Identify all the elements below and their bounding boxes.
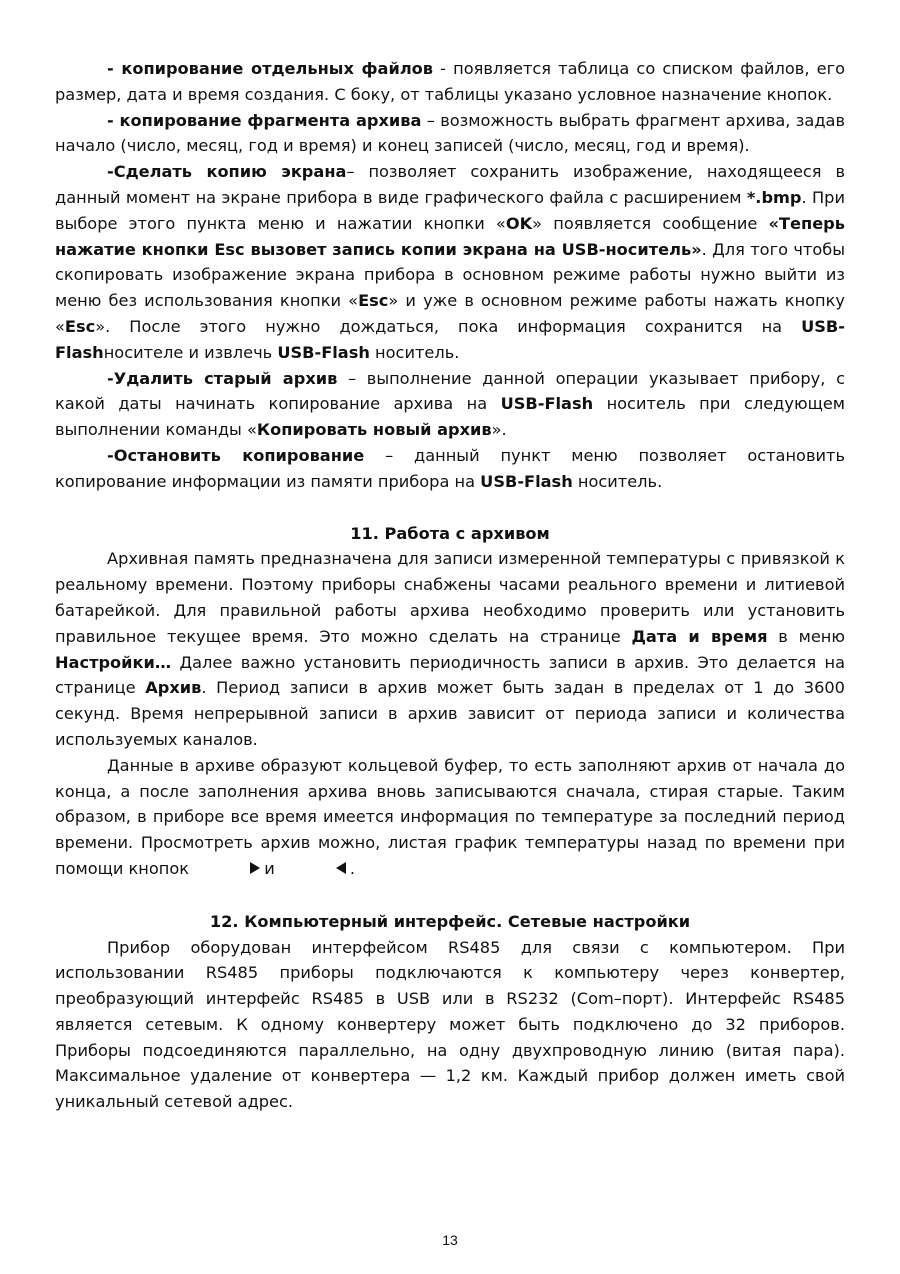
section-heading-interface: 12. Компьютерный интерфейс. Сетевые настройки [209, 911, 691, 931]
triangle-left-icon [283, 857, 347, 883]
triangle-right-icon [197, 857, 261, 883]
paragraph-archive-memory: Архивная память предназначена для записи измеренной температуры с привязкой к реальному времени. Поэтому приборы снабжены часами реального времени и литиевой батарейкой. Для правильной работы архива необходимо проверить или установить правильное текущее время. Это можно сделать на странице Дата и время в меню Настройки… Далее важно установить периодичность записи в архив. Это делается на странице Архив. Период записи в архив может быть задан в пределах от 1 до 3600 секунд. Время непрерывной записи в архив зависит от периода записи и количества используемых каналов. [55, 549, 845, 749]
paragraph-stop-copy: -Остановить копирование – данный пункт меню позволяет остановить копирование информации из памяти прибора на USB-Flash носитель. [55, 445, 845, 491]
paragraph-screen-copy: -Сделать копию экрана– позволяет сохранить изображение, находящееся в данный момент на экране прибора в виде графического файла с расширением *.bmp. При выборе этого пункта меню и нажатии кнопки «OK» появляется сообщение «Теперь нажатие кнопки Esc вызовет запись копии экрана на USB-носитель». Для того чтобы скопировать изображение экрана прибора в основном режиме работы нужно выйти из меню без использования кнопки «Esc» и уже в основном режиме работы нажать кнопку «Esc». После этого нужно дождаться, пока информация сохранится на USB-Flashносителе и извлечь USB-Flash носитель. [55, 162, 845, 362]
document-page [55, 56, 845, 1115]
page-number: 13 [442, 1232, 458, 1248]
paragraph-rs485: Прибор оборудован интерфейсом RS485 для связи с компьютером. При использовании RS485 приборы подключаются к компьютеру через конвертер, преобразующий интерфейс RS485 в USB или в RS232 (Com–порт). Интерфейс RS485 является сетевым. К одному конвертеру может быть подключено до 32 приборов. Приборы подсоединяются параллельно, на одну двухпроводную линию (витая пара). Максимальное удаление от конвертера — 1,2 км. Каждый прибор должен иметь свой уникальный сетевой адрес. [55, 937, 845, 1112]
paragraph-ring-buffer: Данные в архиве образуют кольцевой буфер, то есть заполняют архив от начала до конца, а после заполнения архива вновь записываются сначала, стирая старые. Таким образом, в приборе все время имеется информация по температуре за последний период времени. Просмотреть архив можно, листая график температуры назад по времени при помощи кнопок и . [55, 753, 845, 883]
paragraph-delete-archive: -Удалить старый архив – выполнение данной операции указывает прибору, с какой даты начинать копирование архива на USB-Flash носитель при следующем выполнении команды «Копировать новый архив». [55, 368, 845, 440]
section-heading-archive: 11. Работа с архивом [350, 523, 550, 543]
paragraph-copy-files: - копирование отдельных файлов - появляется таблица со списком файлов, его размер, дата и время создания. С боку, от таблицы указано условное назначение кнопок. [55, 59, 845, 104]
paragraph-copy-fragment: - копирование фрагмента архива – возможность выбрать фрагмент архива, задав начало (число, месяц, год и время) и конец записей (число, месяц, год и время). [55, 110, 845, 156]
